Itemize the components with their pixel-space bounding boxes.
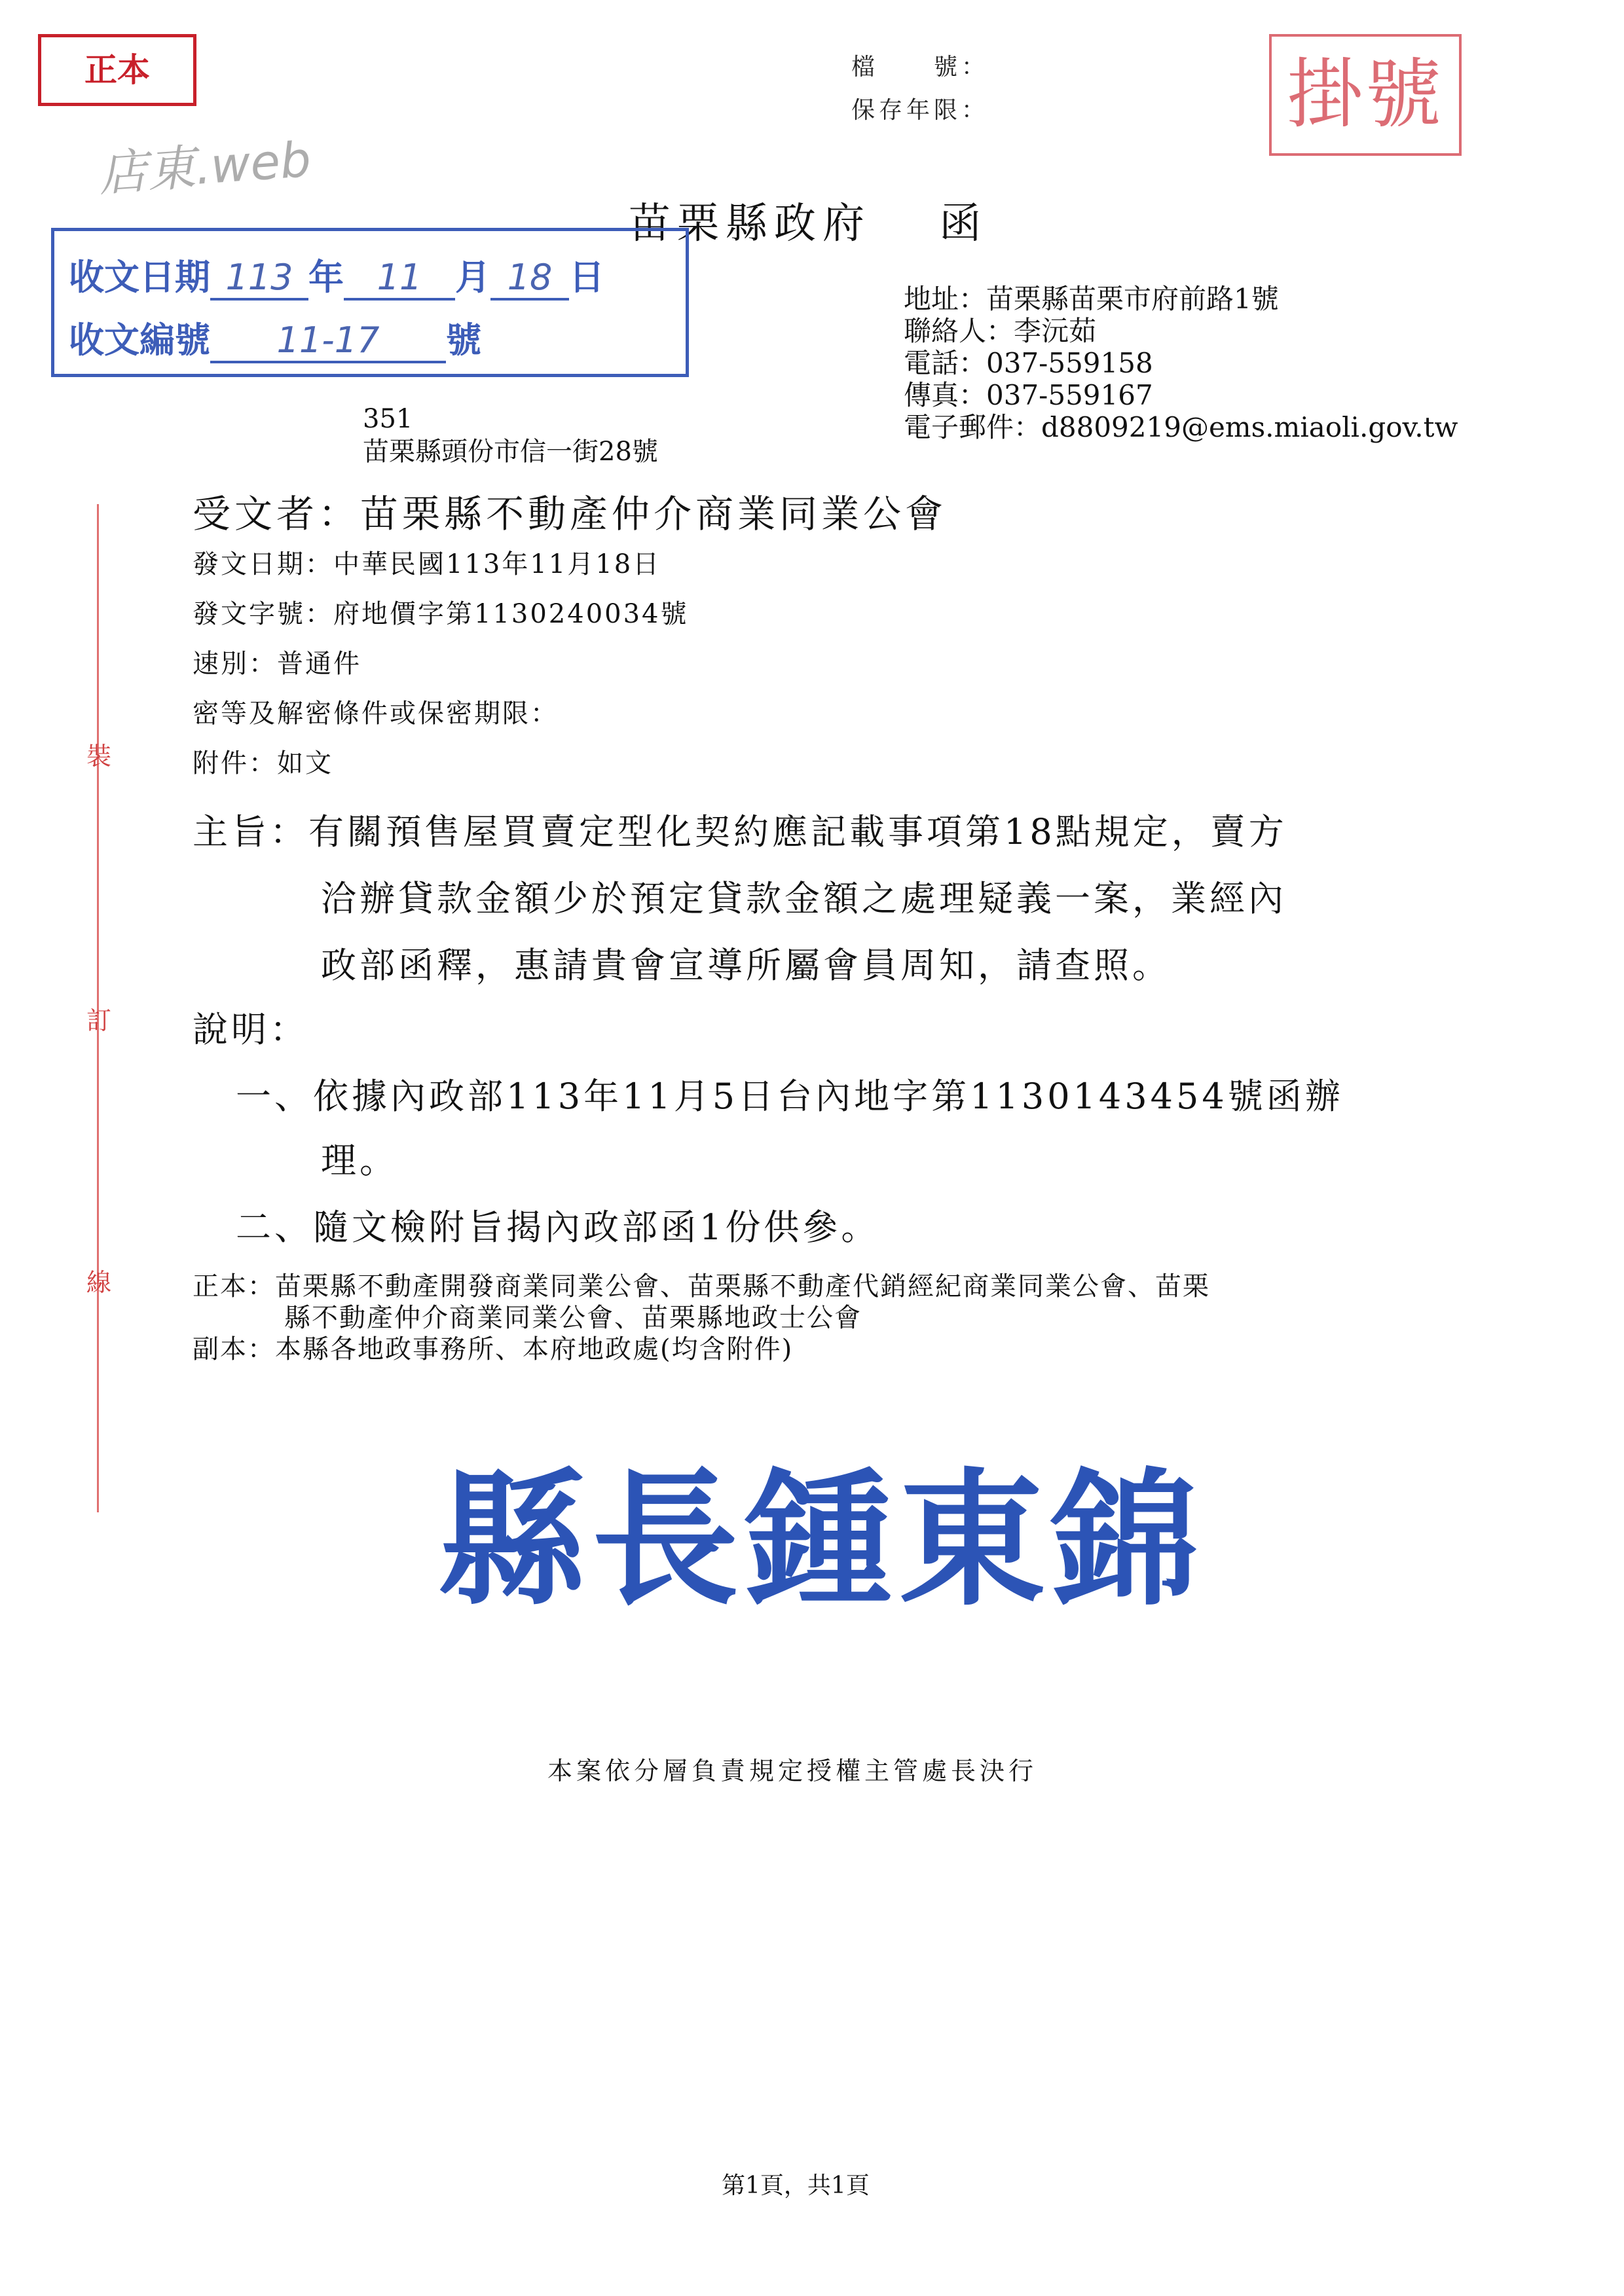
receipt-number-label: 收文編號	[69, 319, 210, 361]
receipt-number-value: 11-17	[210, 319, 446, 363]
retention-period-label: 保存年限：	[851, 97, 989, 124]
recipient-postcode: 351	[363, 404, 413, 434]
recipient-address: 苗栗縣頭份市信一街28號	[363, 437, 658, 467]
sender-address: 地址：苗栗縣苗栗市府前路1號	[904, 283, 1279, 315]
delegation-note: 本案依分層負責規定授權主管處長決行	[547, 1757, 1038, 1785]
original-copy-stamp: 正本	[38, 34, 196, 106]
recipient-address-block	[363, 403, 658, 468]
page-number: 第1頁，共1頁	[722, 2172, 870, 2199]
explanation-item-2: 二、隨文檢附旨揭內政部函1份供參。	[236, 1207, 880, 1248]
subject-line-2: 洽辦貸款金額少於預定貸款金額之處理疑義一案，業經內	[321, 878, 1287, 919]
receipt-number-row	[69, 312, 481, 363]
security-level: 密等及解密條件或保密期限：	[193, 699, 559, 729]
sender-contact	[904, 283, 1458, 443]
attachment: 附件：如文	[193, 748, 333, 778]
receipt-stamp	[51, 228, 689, 377]
receipt-year-unit: 年	[308, 257, 344, 298]
binding-mark-line: 線	[86, 1268, 112, 1297]
sender-fax: 傳真：037-559167	[904, 379, 1153, 411]
receipt-date-row	[69, 249, 604, 301]
delivery-speed: 速別：普通件	[193, 649, 361, 679]
receipt-year-value: 113	[210, 257, 308, 301]
issue-date: 發文日期：中華民國113年11月18日	[193, 549, 661, 579]
magistrate-signature-seal: 縣長鍾東錦	[439, 1453, 1205, 1626]
sender-phone: 電話：037-559158	[904, 347, 1153, 379]
file-number-label: 檔 號：	[851, 54, 989, 81]
document-title: 苗栗縣政府 函	[629, 200, 988, 248]
main-recipients-line-1: 正本：苗栗縣不動產開發商業同業公會、苗栗縣不動產代銷經紀商業同業公會、苗栗	[193, 1271, 1210, 1302]
receipt-number-unit: 號	[446, 319, 481, 361]
receipt-day-unit: 日	[569, 257, 604, 298]
explanation-item-1-cont: 理。	[321, 1140, 398, 1181]
registered-mail-stamp: 掛號	[1269, 34, 1462, 156]
receipt-month-value: 11	[344, 257, 455, 301]
sender-contact-person: 聯絡人：李沅茹	[904, 315, 1097, 347]
issue-number: 發文字號：府地價字第1130240034號	[193, 599, 689, 629]
receipt-date-label: 收文日期	[69, 257, 210, 298]
subject-line-1: 主旨：有關預售屋買賣定型化契約應記載事項第18點規定，賣方	[193, 811, 1287, 852]
explanation-item-1: 一、依據內政部113年11月5日台內地字第1130143454號函辦	[236, 1076, 1344, 1117]
receipt-day-value: 18	[490, 257, 569, 301]
carbon-copy: 副本：本縣各地政事務所、本府地政處(均含附件)	[193, 1334, 794, 1364]
handwritten-note: 店東.web	[96, 131, 313, 203]
receipt-month-unit: 月	[455, 257, 490, 298]
recipient: 受文者：苗栗縣不動產仲介商業同業公會	[193, 492, 948, 536]
subject-line-3: 政部函釋，惠請貴會宣導所屬會員周知，請查照。	[321, 945, 1171, 986]
explanation-heading: 說明：	[193, 1009, 308, 1050]
binding-mark-bind: 裝	[86, 742, 112, 771]
sender-email: 電子郵件：d8809219@ems.miaoli.gov.tw	[904, 411, 1458, 443]
main-recipients-line-2: 縣不動產仲介商業同業公會、苗栗縣地政士公會	[284, 1303, 862, 1333]
binding-mark-staple: 訂	[86, 1006, 112, 1035]
